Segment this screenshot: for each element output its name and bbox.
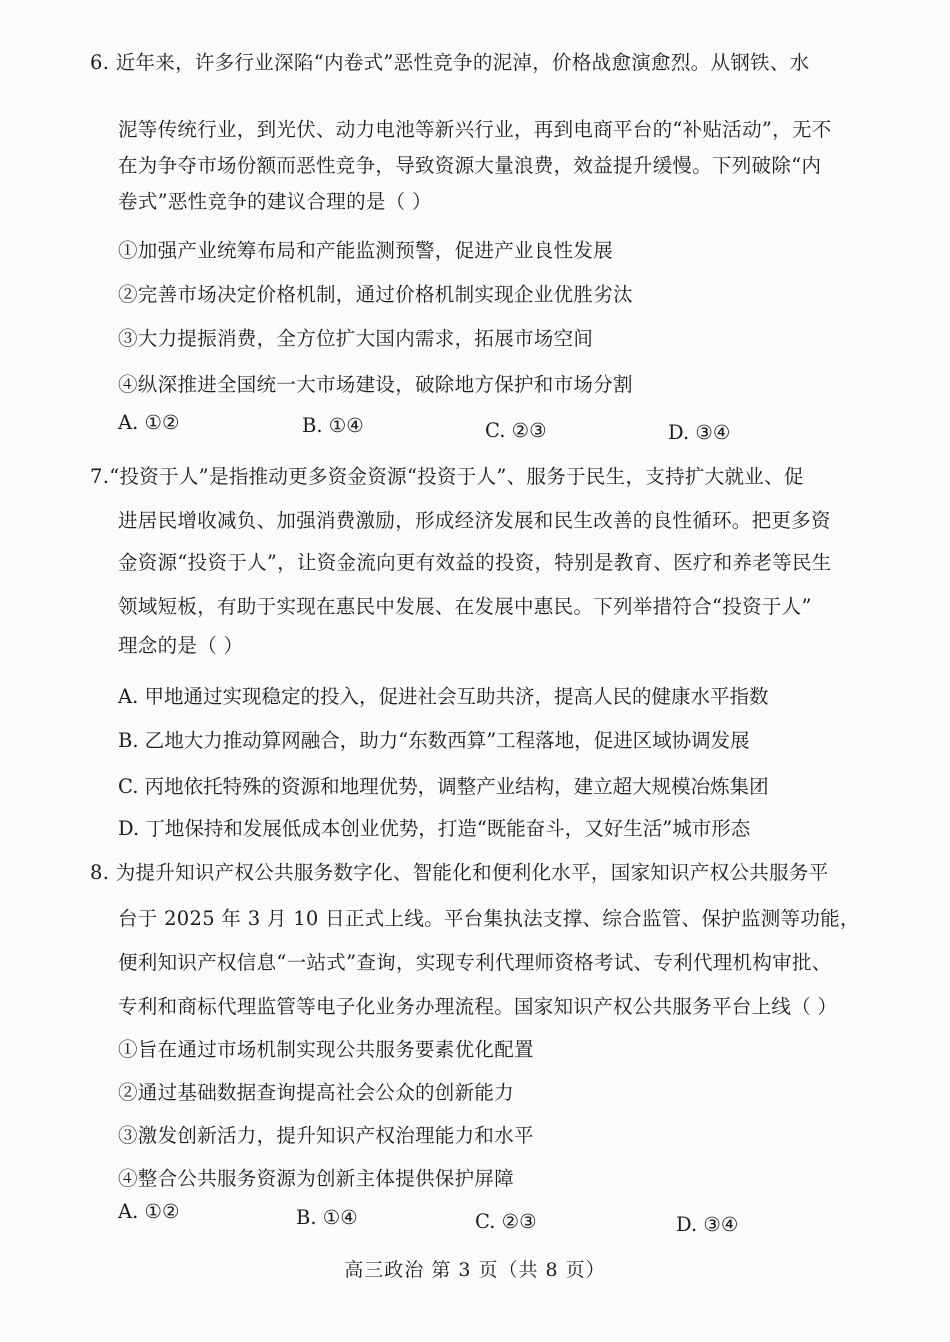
question-8-statement-3: ③激发创新活力，提升知识产权治理能力和水平 (118, 1124, 534, 1147)
question-7-line-3: 金资源“投资于人”，让资金流向更有效益的投资，特别是教育、医疗和养老等民生 (118, 551, 832, 574)
question-7-option-c[interactable]: C. 丙地依托特殊的资源和地理优势，调整产业结构，建立超大规模冶炼集团 (118, 775, 769, 798)
page-footer: 高三政治 第 3 页（共 8 页） (344, 1259, 606, 1281)
question-8-option-a[interactable]: A. ①② (118, 1200, 180, 1223)
question-8-statement-1: ①旨在通过市场机制实现公共服务要素优化配置 (118, 1038, 534, 1061)
question-8-line-3: 便利知识产权信息“一站式”查询，实现专利代理师资格考试、专利代理机构审批、 (118, 951, 832, 974)
question-7-option-a[interactable]: A. 甲地通过实现稳定的投入，促进社会互助共济，提高人民的健康水平指数 (118, 685, 769, 708)
question-6-option-b[interactable]: B. ①④ (302, 414, 364, 437)
question-6-option-c[interactable]: C. ②③ (485, 419, 547, 442)
question-6-statement-2: ②完善市场决定价格机制，通过价格机制实现企业优胜劣汰 (118, 283, 633, 306)
question-7-option-b[interactable]: B. 乙地大力推动算网融合，助力“东数西算”工程落地，促进区域协调发展 (118, 729, 750, 752)
question-8-line-2: 台于 2025 年 3 月 10 日正式上线。平台集执法支撑、综合监管、保护监测等功能， (118, 907, 860, 930)
question-6-line-1: 6. 近年来，许多行业深陷“内卷式”恶性竞争的泥淖，价格战愈演愈烈。从钢铁、水 (90, 51, 810, 74)
question-8-statement-4: ④整合公共服务资源为创新主体提供保护屏障 (118, 1167, 515, 1190)
question-6-statement-4: ④纵深推进全国统一大市场建设，破除地方保护和市场分割 (118, 373, 633, 396)
question-8-option-c[interactable]: C. ②③ (475, 1210, 537, 1233)
question-8-option-d[interactable]: D. ③④ (676, 1213, 739, 1236)
question-8-option-b[interactable]: B. ①④ (296, 1206, 358, 1229)
question-6-line-3: 在为争夺市场份额而恶性竞争，导致资源大量浪费，效益提升缓慢。下列破除“内 (118, 154, 822, 177)
question-6-option-a[interactable]: A. ①② (118, 411, 180, 434)
question-7-line-1: 7.“投资于人”是指推动更多资金资源“投资于人”、服务于民生，支持扩大就业、促 (90, 465, 804, 488)
question-6-line-2: 泥等传统行业，到光伏、动力电池等新兴行业，再到电商平台的“补贴活动”，无不 (118, 118, 832, 141)
question-7-line-5: 理念的是（ ） (118, 634, 244, 657)
question-7-line-2: 进居民增收减负、加强消费激励，形成经济发展和民生改善的良性循环。把更多资 (118, 509, 831, 532)
question-6-line-4: 卷式”恶性竞争的建议合理的是（ ） (118, 190, 432, 213)
question-8-line-4: 专利和商标代理监管等电子化业务办理流程。国家知识产权公共服务平台上线（ ） (118, 995, 838, 1018)
question-7-option-d[interactable]: D. 丁地保持和发展低成本创业优势，打造“既能奋斗，又好生活”城市形态 (118, 817, 751, 840)
question-7-line-4: 领域短板，有助于实现在惠民中发展、在发展中惠民。下列举措符合“投资于人” (118, 595, 812, 618)
question-6-option-d[interactable]: D. ③④ (668, 421, 731, 444)
question-6-statement-3: ③大力提振消费，全方位扩大国内需求，拓展市场空间 (118, 327, 594, 350)
question-8-statement-2: ②通过基础数据查询提高社会公众的创新能力 (118, 1081, 515, 1104)
question-8-line-1: 8. 为提升知识产权公共服务数字化、智能化和便利化水平，国家知识产权公共服务平 (90, 861, 829, 884)
question-6-statement-1: ①加强产业统筹布局和产能监测预警，促进产业良性发展 (118, 239, 614, 262)
